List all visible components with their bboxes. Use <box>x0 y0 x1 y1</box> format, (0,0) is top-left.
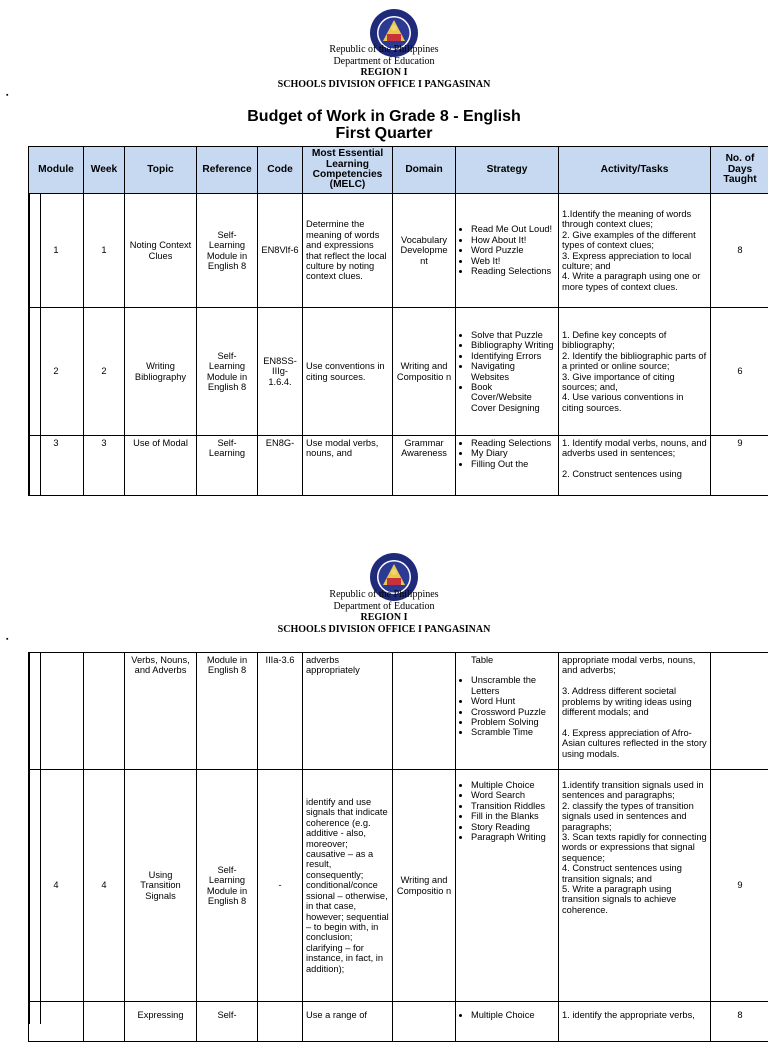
cell-days: 6 <box>711 308 768 436</box>
cell-domain: Grammar Awareness <box>393 436 456 496</box>
strategy-item: • Unscramble the Letters <box>471 675 555 696</box>
cell-module <box>29 653 84 770</box>
cell-reference: Self-Learning Module in English 8 <box>197 308 258 436</box>
cell-days: 9 <box>711 770 768 1002</box>
cell-week: 4 <box>84 770 125 1002</box>
cell-week: 1 <box>84 194 125 308</box>
strategy-item: • Crossword Puzzle <box>471 707 555 717</box>
strategy-item: • Scramble Time <box>471 727 555 737</box>
cell-activity: 1.Identify the meaning of words through context clues; 2. Give examples of the different types of context clues; 3. Express appreciation to local culture; and 4. Write a paragraph using one or more types of context clues. <box>559 194 711 308</box>
strategy-item: • Problem Solving <box>471 717 555 727</box>
letterhead-region: REGION I <box>0 612 768 624</box>
cell-code <box>258 1002 303 1042</box>
cell-module <box>29 1002 84 1042</box>
col-header-topic: Topic <box>125 147 197 194</box>
document-page-1 <box>0 0 768 496</box>
title-line-1: Budget of Work in Grade 8 - English <box>0 108 768 125</box>
document-title <box>0 108 768 142</box>
letterhead <box>0 44 768 90</box>
title-line-2: First Quarter <box>0 125 768 142</box>
strategy-item: • Bibliography Writing <box>471 340 555 350</box>
cell-melc: Use conventions in citing sources. <box>303 308 393 436</box>
cell-week: 3 <box>84 436 125 496</box>
table-header-row <box>29 147 768 194</box>
cell-topic: Use of Modal <box>125 436 197 496</box>
col-header-activity: Activity/Tasks <box>559 147 711 194</box>
cell-domain <box>393 1002 456 1042</box>
col-header-days: No. of Days Taught <box>711 147 768 194</box>
strategy-item: • Web It! <box>471 256 555 266</box>
letterhead-republic: Republic of the Philippines <box>0 44 768 56</box>
cell-melc: Determine the meaning of words and expressions that reflect the local culture by noting context clues. <box>303 194 393 308</box>
page-gap <box>0 496 768 540</box>
cell-strategy <box>456 308 559 436</box>
cell-activity: 1.identify transition signals used in sentences and paragraphs; 2. classify the types of transition signals used in sentences and paragraphs; 3. Scan texts rapidly for connecting words or expressions that signal sequence; 4. Construct sentences using transition signals; and 5. Write a paragraph using transition signals to achieve coherence. <box>559 770 711 1002</box>
cell-strategy <box>456 436 559 496</box>
letterhead-division: SCHOOLS DIVISION OFFICE I PANGASINAN <box>0 79 768 91</box>
cell-melc: Use a range of <box>303 1002 393 1042</box>
col-header-module: Module <box>29 147 84 194</box>
budget-table-page-1 <box>28 146 768 496</box>
strategy-item: • Fill in the Blanks <box>471 811 555 821</box>
cell-reference: Self-Learning Module in English 8 <box>197 770 258 1002</box>
cell-days: 8 <box>711 194 768 308</box>
letterhead-republic: Republic of the Philippines <box>0 589 768 601</box>
strategy-item: • Navigating Websites <box>471 361 555 382</box>
cell-topic: Verbs, Nouns, and Adverbs <box>125 653 197 770</box>
cell-activity: 1. Identify modal verbs, nouns, and adverbs used in sentences; 2. Construct sentences using <box>559 436 711 496</box>
strategy-item: • Story Reading <box>471 822 555 832</box>
col-header-week: Week <box>84 147 125 194</box>
col-header-melc: Most Essential Learning Competencies (MELC) <box>303 147 393 194</box>
cell-topic: Expressing <box>125 1002 197 1042</box>
col-header-strategy: Strategy <box>456 147 559 194</box>
strategy-item: • Identifying Errors <box>471 351 555 361</box>
cell-domain <box>393 653 456 770</box>
cell-module: 3 <box>29 436 84 496</box>
cell-week: 2 <box>84 308 125 436</box>
cell-days: 9 <box>711 436 768 496</box>
strategy-item: • Book Cover/Website Cover Designing <box>471 382 555 413</box>
strategy-item: • Word Hunt <box>471 696 555 706</box>
cell-week <box>84 1002 125 1042</box>
letterhead-region: REGION I <box>0 67 768 79</box>
cell-strategy <box>456 770 559 1002</box>
page-marker: ▪ <box>6 636 8 643</box>
cell-code: IIIa-3.6 <box>258 653 303 770</box>
cell-reference: Self- <box>197 1002 258 1042</box>
strategy-item: • Multiple Choice <box>471 1010 555 1020</box>
strategy-item: • My Diary <box>471 448 555 458</box>
cell-topic: Writing Bibliography <box>125 308 197 436</box>
strategy-item: • Solve that Puzzle <box>471 330 555 340</box>
cell-module: 2 <box>29 308 84 436</box>
col-header-reference: Reference <box>197 147 258 194</box>
col-header-domain: Domain <box>393 147 456 194</box>
cell-strategy <box>456 194 559 308</box>
cell-code: EN8G- <box>258 436 303 496</box>
strategy-lead-text: Table <box>459 655 555 665</box>
strategy-item: • Word Puzzle <box>471 245 555 255</box>
cell-melc: Use modal verbs, nouns, and <box>303 436 393 496</box>
cell-reference: Module in English 8 <box>197 653 258 770</box>
cell-domain: Vocabulary Developme nt <box>393 194 456 308</box>
cell-activity: appropriate modal verbs, nouns, and adverbs; 3. Address different societal problems by writing ideas using different modals; and 4. Express appreciation of Afro-Asian cultures reflected in the story using modals. <box>559 653 711 770</box>
table-row <box>29 653 768 770</box>
letterhead-department: Department of Education <box>0 56 768 68</box>
cell-domain: Writing and Compositio n <box>393 770 456 1002</box>
cell-code: EN8SS-IIIg-1.6.4. <box>258 308 303 436</box>
strategy-item: • How About It! <box>471 235 555 245</box>
col-header-code: Code <box>258 147 303 194</box>
cell-melc: adverbs appropriately <box>303 653 393 770</box>
cell-days: 8 <box>711 1002 768 1042</box>
strategy-item: • Read Me Out Loud! <box>471 224 555 234</box>
cell-activity: 1. Define key concepts of bibliography; 2. Identify the bibliographic parts of a printed or online source; 3. Give importance of citing sources; and, 4. Use various conventions in citing sources. <box>559 308 711 436</box>
cell-activity: 1. identify the appropriate verbs, <box>559 1002 711 1042</box>
table-row <box>29 194 768 308</box>
cell-module: 4 <box>29 770 84 1002</box>
strategy-item: • Filling Out the <box>471 459 555 469</box>
cell-module: 1 <box>29 194 84 308</box>
cell-week <box>84 653 125 770</box>
table-row <box>29 308 768 436</box>
cell-reference: Self-Learning Module in English 8 <box>197 194 258 308</box>
page-marker: ▪ <box>6 92 8 99</box>
cell-topic: Using Transition Signals <box>125 770 197 1002</box>
table-row <box>29 1002 768 1042</box>
table-row <box>29 436 768 496</box>
cell-melc: identify and use signals that indicate coherence (e.g. additive - also, moreover; causative – as a result, consequently; conditional/conce ssional – otherwise, in that case, however; sequential – to begin with, in conclusion; clarifying – for instance, in fact, in addition); <box>303 770 393 1002</box>
strategy-item: • Transition Riddles <box>471 801 555 811</box>
budget-table-page-2 <box>28 652 768 1042</box>
strategy-item: • Paragraph Writing <box>471 832 555 842</box>
cell-code: - <box>258 770 303 1002</box>
letterhead-division: SCHOOLS DIVISION OFFICE I PANGASINAN <box>0 624 768 636</box>
cell-days <box>711 653 768 770</box>
strategy-item: • Reading Selections <box>471 266 555 276</box>
letterhead <box>0 589 768 635</box>
cell-domain: Writing and Compositio n <box>393 308 456 436</box>
cell-code: EN8Vlf-6 <box>258 194 303 308</box>
cell-strategy <box>456 1002 559 1042</box>
strategy-item: • Reading Selections <box>471 438 555 448</box>
strategy-item: • Multiple Choice <box>471 780 555 790</box>
strategy-item: • Word Search <box>471 790 555 800</box>
cell-topic: Noting Context Clues <box>125 194 197 308</box>
cell-reference: Self-Learning <box>197 436 258 496</box>
table-row <box>29 770 768 1002</box>
cell-strategy <box>456 653 559 770</box>
letterhead-department: Department of Education <box>0 601 768 613</box>
